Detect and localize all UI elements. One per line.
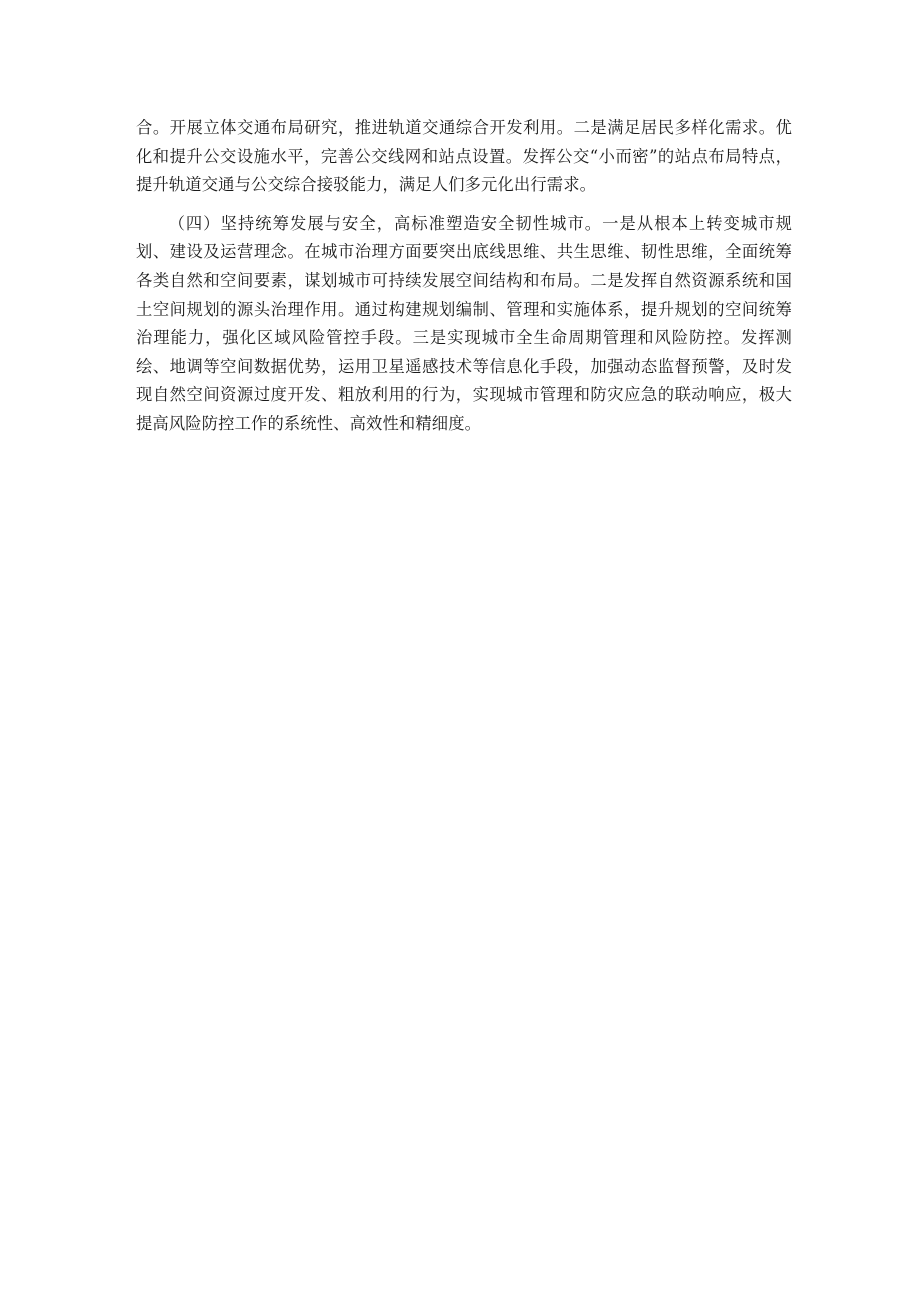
paragraph-resilient-city: （四）坚持统筹发展与安全，高标准塑造安全韧性城市。一是从根本上转变城市规划、建设及运营理念。在城市治理方面要突出底线思维、共生思维、韧性思维，全面统筹各类自然和空间要素，谋划城市可持续发展空间结构和布局。二是发挥自然资源系统和国土空间规划的源头治理作用。通过构建规划编制、管理和实施体系，提升规划的空间统筹治理能力，强化区域风险管控手段。三是实现城市全生命周期管理和风险防控。发挥测绘、地调等空间数据优势，运用卫星遥感技术等信息化手段，加强动态监督预警，及时发现自然空间资源过度开发、粗放利用的行为，实现城市管理和防灾应急的联动响应，极大提高风险防控工作的系统性、高效性和精细度。 [136,213,792,433]
document-body [136,114,792,439]
paragraph-transport-continuation: 合。开展立体交通布局研究，推进轨道交通综合开发利用。二是满足居民多样化需求。优化和提升公交设施水平，完善公交线网和站点设置。发挥公交“小而密”的站点布局特点，提升轨道交通与公交综合接驳能力，满足人们多元化出行需求。 [136,118,792,195]
